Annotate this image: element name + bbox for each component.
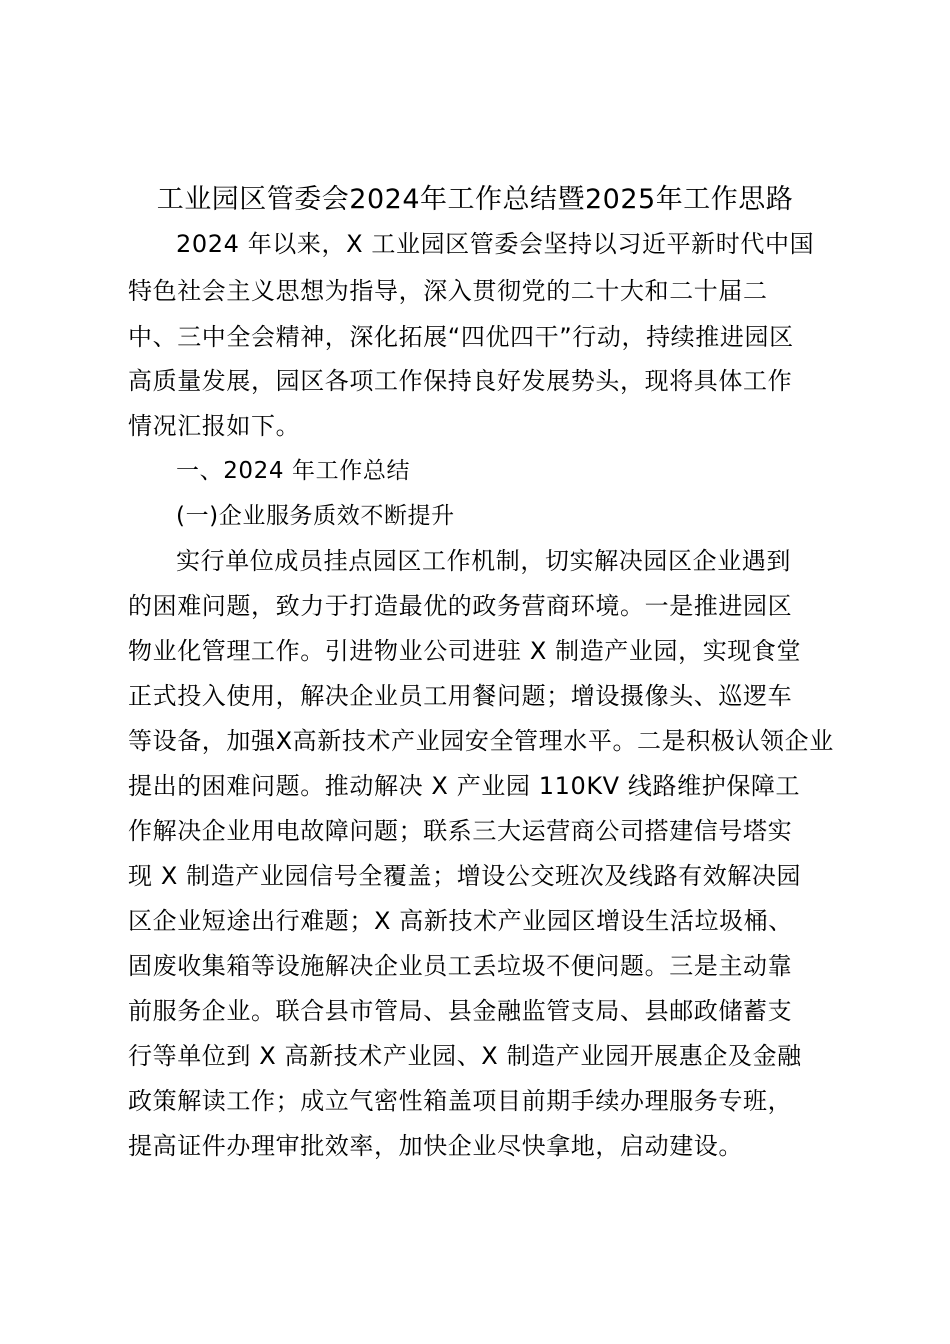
paragraph-line: 提出的困难问题。推动解决 X 产业园 110KV 线路维护保障工: [128, 772, 801, 800]
paragraph-line: 前服务企业。联合县市管局、县金融监管支局、县邮政储蓄支: [128, 997, 793, 1025]
paragraph-line: 物业化管理工作。引进物业公司进驻 X 制造产业园，实现食堂: [128, 637, 802, 665]
paragraph-line: 行等单位到 X 高新技术产业园、X 制造产业园开展惠企及金融: [128, 1042, 802, 1070]
paragraph-line: 特色社会主义思想为指导，深入贯彻党的二十大和二十届二: [128, 277, 768, 305]
paragraph-line: 区企业短途出行难题；X 高新技术产业园区增设生活垃圾桶、: [128, 907, 793, 935]
paragraph-line: 等设备，加强X高新技术产业园安全管理水平。二是积极认领企业: [128, 727, 834, 755]
paragraph-line: 作解决企业用电故障问题；联系三大运营商公司搭建信号塔实: [128, 817, 793, 845]
paragraph-line: 2024 年以来，X 工业园区管委会坚持以习近平新时代中国: [176, 230, 815, 258]
paragraph-line: 实行单位成员挂点园区工作机制，切实解决园区企业遇到: [176, 547, 791, 575]
paragraph-line: 固废收集箱等设施解决企业员工丢垃圾不便问题。三是主动靠: [128, 952, 793, 980]
paragraph-line: 的困难问题，致力于打造最优的政务营商环境。一是推进园区: [128, 592, 793, 620]
section-heading: 一、2024 年工作总结: [176, 458, 411, 484]
subsection-heading: (一)企业服务质效不断提升: [176, 503, 455, 529]
paragraph-line: 现 X 制造产业园信号全覆盖；增设公交班次及线路有效解决园: [128, 862, 802, 890]
paragraph-line: 情况汇报如下。: [128, 412, 301, 440]
paragraph-line: 正式投入使用，解决企业员工用餐问题；增设摄像头、巡逻车: [128, 682, 793, 710]
paragraph-line: 高质量发展，园区各项工作保持良好发展势头，现将具体工作: [128, 367, 793, 395]
paragraph-line: 中、三中全会精神，深化拓展“四优四干”行动，持续推进园区: [128, 323, 794, 351]
document-title: 工业园区管委会2024年工作总结暨2025年工作思路: [156, 184, 794, 215]
paragraph-line: 提高证件办理审批效率，加快企业尽快拿地，启动建设。: [128, 1132, 743, 1160]
paragraph-line: 政策解读工作；成立气密性箱盖项目前期手续办理服务专班，: [128, 1087, 793, 1115]
